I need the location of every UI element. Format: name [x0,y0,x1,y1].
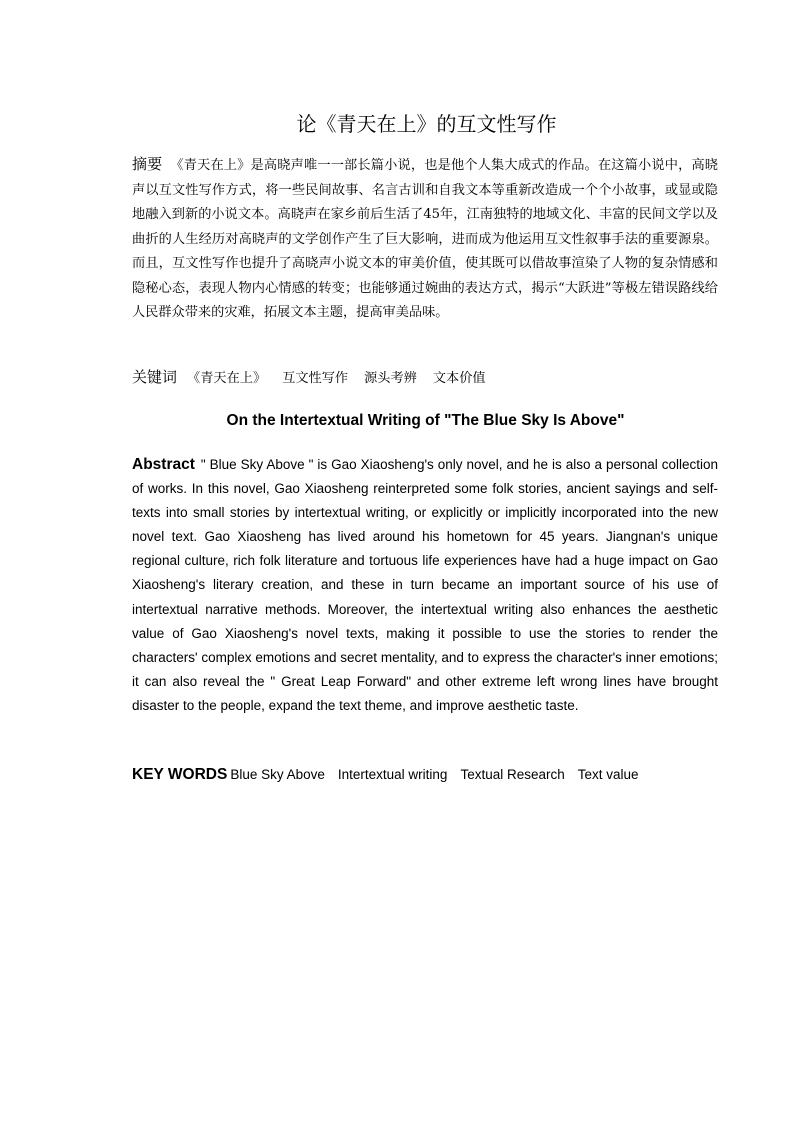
english-keyword: Blue Sky Above [230,767,325,782]
chinese-keywords-label: 关键词 [132,368,178,386]
english-abstract [132,453,718,718]
chinese-abstract-text: 《青天在上》是高晓声唯一一部长篇小说，也是他个人集大成式的作品。在这篇小说中，高晓声以互文性写作方式，将一些民间故事、名言古训和自我文本等重新改造成一个个小故事，或显或隐地融入到新的小说文本。高晓声在家乡前后生活了45年，江南独特的地域文化、丰富的民间文学以及曲折的人生经历对高晓声的文学创作产生了巨大影响，进而成为他运用互文性叙事手法的重要源泉。而且，互文性写作也提升了高晓声小说文本的审美价值，使其既可以借故事渲染了人物的复杂情感和隐秘心态，表现人物内心情感的转变；也能够通过婉曲的表达方式，揭示“大跃进”等极左错误路线给人民群众带来的灾难，拓展文本主题，提高审美品味。 [132,158,718,320]
chinese-abstract [132,152,718,326]
english-abstract-label: Abstract [132,456,195,473]
chinese-keyword: 互文性写作 [282,371,349,386]
english-abstract-text: " Blue Sky Above " is Gao Xiaosheng's only novel, and he is also a personal collection of works. In this novel, Gao Xiaosheng reinterpreted some folk stories, ancient sayings and self-texts into small stories by intertextual writing, or explicitly or implicitly incorporated into the new novel text. Gao Xiaosheng has lived around his hometown for 45 years. Jiangnan's unique regional culture, rich folk literature and tortuous life experiences have had a huge impact on Gao Xiaosheng's literary creation, and these in turn became an important source of his use of intertextual narrative methods. Moreover, the intertextual writing also enhances the aesthetic value of Gao Xiaosheng's novel texts, making it possible to use the stories to render the characters' complex emotions and secret mentality, and to express the character's inner emotions; it can also reveal the " Great Leap Forward" and other extreme left wrong lines have brought disaster to the people, expand the text theme, and improve aesthetic taste. [132,457,718,713]
english-keywords [132,764,718,786]
english-keyword: Textual Research [460,767,565,782]
chinese-title: 论《青天在上》的互文性写作 [296,112,557,136]
chinese-abstract-label: 摘要 [132,155,163,173]
chinese-keyword: 《青天在上》 [187,371,267,386]
chinese-keywords [132,366,718,390]
english-keywords-label: KEY WORDS [132,766,228,783]
english-keyword: Intertextual writing [337,767,448,782]
chinese-keyword: 文本价值 [432,371,486,386]
english-keyword: Text value [577,767,639,782]
english-title: On the Intertextual Writing of "The Blue Sky Is Above" [226,412,625,429]
chinese-keyword: 源头考辨 [364,371,417,386]
